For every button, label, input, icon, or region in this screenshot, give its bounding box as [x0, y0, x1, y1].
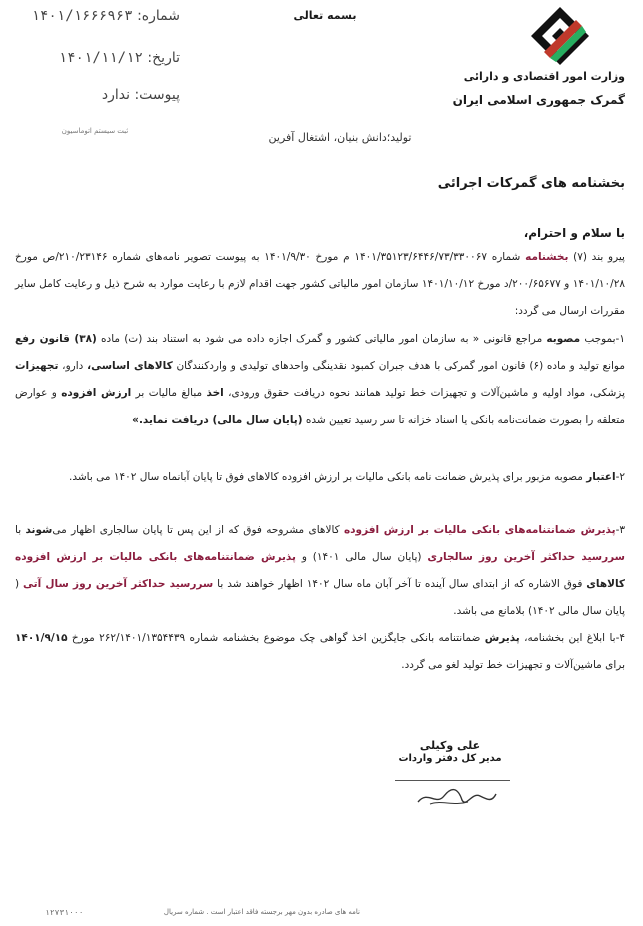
- signer-title: مدیر کل دفتر واردات: [398, 753, 502, 764]
- bismillah-heading: بسمه تعالی: [293, 9, 357, 22]
- p1-text: مراجع قانونی « به سازمان امور مالیاتی کشور و گمرک اجازه داده می شود به استناد بند (ت) ماده: [96, 333, 547, 345]
- p4-bold: ۱۴۰۱/۹/۱۵: [15, 632, 68, 644]
- p3-text: ۳-: [615, 524, 625, 536]
- automation-stamp-note: ثبت سیستم اتوماسیون: [61, 127, 129, 135]
- letter-attachment: [10, 87, 180, 103]
- p4-text: برای ماشین‌آلات و تجهیزات خط تولید لغو می گردد.: [401, 659, 625, 671]
- letter-attachment-label: پیوست:: [134, 87, 180, 103]
- p1-bold: (پایان سال مالی) دریافت نماید.»: [132, 414, 303, 426]
- p3-text: فوق الاشاره که از ابتدای سال آینده تا آخر آبان ماه سال ۱۴۰۲ اظهار خواهند شد با: [213, 578, 587, 590]
- p1-text: مبالغ مالیات بر: [131, 387, 207, 399]
- handwritten-signature: [410, 784, 500, 810]
- year-slogan: تولید؛دانش بنیان، اشتغال آفرین: [268, 131, 412, 144]
- p3-text: با: [15, 524, 26, 536]
- p2-text: مصوبه مزبور برای پذیرش ضمانت نامه بانکی مالیات بر ارزش افزوده کالاهای فوق تا پایان آبانماه سال ۱۴۰۲ می باشد.: [68, 471, 587, 483]
- p3-bold: شوند: [25, 524, 53, 536]
- p3-highlight: سررسید حداکثر آخرین روز سال آتی: [23, 578, 214, 590]
- paragraph-intro: [15, 244, 625, 325]
- p1-text: ۱-بموجب: [580, 333, 625, 345]
- intro-text: شماره ۱۴۰۱/۳۵۱۲۳/۶۴۴۶/۷۳/۳۳۰۰۶۷ م مورخ ۱۴۰۱/۹/۳۰ به پیوست تصویر نامه‌های شماره ۲۱۰/۲۳۱۴۶/ص مورخ ۱۴۰۱/۱۰/۲۸ و ۲۰۰/۶۵۶۷۷/د مورخ ۱۴۰۱/۱۰/۱۲ سازمان امور مالیاتی کشور جهت اقدام لازم با رعایت موارد به شرح ذیل و رعایت کامل سایر مقررات ارسال می گردد:: [15, 251, 625, 317]
- p3-text: ( پایان سال مالی ۱۴۰۲) بلامانع می باشد.: [15, 578, 625, 617]
- paragraph-4: [15, 625, 625, 679]
- letter-attachment-value: ندارد: [101, 87, 130, 103]
- p1-bold: مصوبه: [546, 333, 581, 345]
- p3-highlight: سررسید حداکثر آخرین روز سالجاری: [427, 551, 625, 563]
- signature-line: [395, 780, 510, 781]
- footer-serial-number: ۱۲۷۳۱۰۰۰: [45, 908, 84, 917]
- p1-text: پزشکی، مواد اولیه و ماشین‌آلات و تجهیزات خط تولید همانند نحوه دریافت حقوق ورودی،: [223, 387, 626, 399]
- intro-highlight: بخشنامه: [525, 251, 569, 263]
- p1-bold: (۳۸) قانون رفع: [15, 333, 97, 345]
- letter-number-value: ۱۴۰۱/۱۶۶۶۹۶۳: [31, 8, 133, 24]
- paragraph-2: [15, 464, 625, 491]
- document-title: بخشنامه های گمرکات اجرائی: [437, 176, 625, 191]
- customs-logo: [530, 6, 590, 66]
- p1-text: دارو،: [58, 360, 88, 372]
- p2-bold: اعتبار: [586, 471, 616, 483]
- p1-bold: کالاهای اساسی،: [87, 360, 173, 372]
- p1-text: و عوارض متعلقه را بصورت ضمانت‌نامه بانکی یا اسناد خزانه تا سر رسید تعیین شده: [15, 387, 625, 426]
- customs-name: گمرک جمهوری اسلامی ایران: [452, 93, 625, 107]
- letter-date: [10, 50, 180, 66]
- letter-date-label: تاریخ:: [147, 50, 180, 66]
- p3-highlight: پذیرش ضمانتنامه‌های بانکی مالیات بر ارزش افزوده: [343, 524, 616, 536]
- p3-bold: کالاهای: [586, 578, 626, 590]
- p4-bold: پذیرش: [484, 632, 520, 644]
- p1-bold: اخذ: [206, 387, 224, 399]
- p4-text: ۴-با ابلاغ این بخشنامه،: [519, 632, 626, 644]
- p1-bold: تجهیزات: [15, 360, 59, 372]
- p1-bold: ارزش افزوده: [61, 387, 132, 399]
- signer-name: علی وکیلی: [419, 739, 481, 752]
- intro-text: پیرو بند (۷): [568, 251, 625, 263]
- p3-highlight: پذیرش ضمانتنامه‌های بانکی مالیات بر ارزش افزوده: [15, 551, 296, 563]
- paragraph-3: [15, 517, 625, 625]
- p3-text: (پایان سال مالی ۱۴۰۱) و: [295, 551, 428, 563]
- letter-number-label: شماره:: [137, 8, 180, 24]
- salutation: با سلام و احترام،: [523, 226, 625, 240]
- p3-text: کالاهای مشروحه فوق که از این پس تا پایان سالجاری اظهار می‌: [52, 524, 344, 536]
- letter-number: [10, 8, 180, 24]
- p1-text: موانع تولید و ماده (۶) قانون امور گمرکی با هدف جبران کمبود نقدینگی واحدهای تولیدی و واردکنندگان: [172, 360, 625, 372]
- ministry-name: وزارت امور اقتصادی و دارائی: [463, 70, 625, 83]
- paragraph-1: [15, 326, 625, 434]
- p4-text: ضمانتنامه بانکی جایگزین اخذ گواهی چک موضوع بخشنامه شماره ۲۶۲/۱۴۰۱/۱۳۵۴۴۳۹ مورخ: [67, 632, 485, 644]
- p2-text: ۲-: [615, 471, 625, 483]
- footer: [10, 908, 630, 922]
- footer-notice: نامه های صادره بدون مهر برجسته فاقد اعتبار است . شماره سریال: [163, 908, 360, 916]
- letter-date-value: ۱۴۰۱/۱۱/۱۲: [58, 50, 143, 66]
